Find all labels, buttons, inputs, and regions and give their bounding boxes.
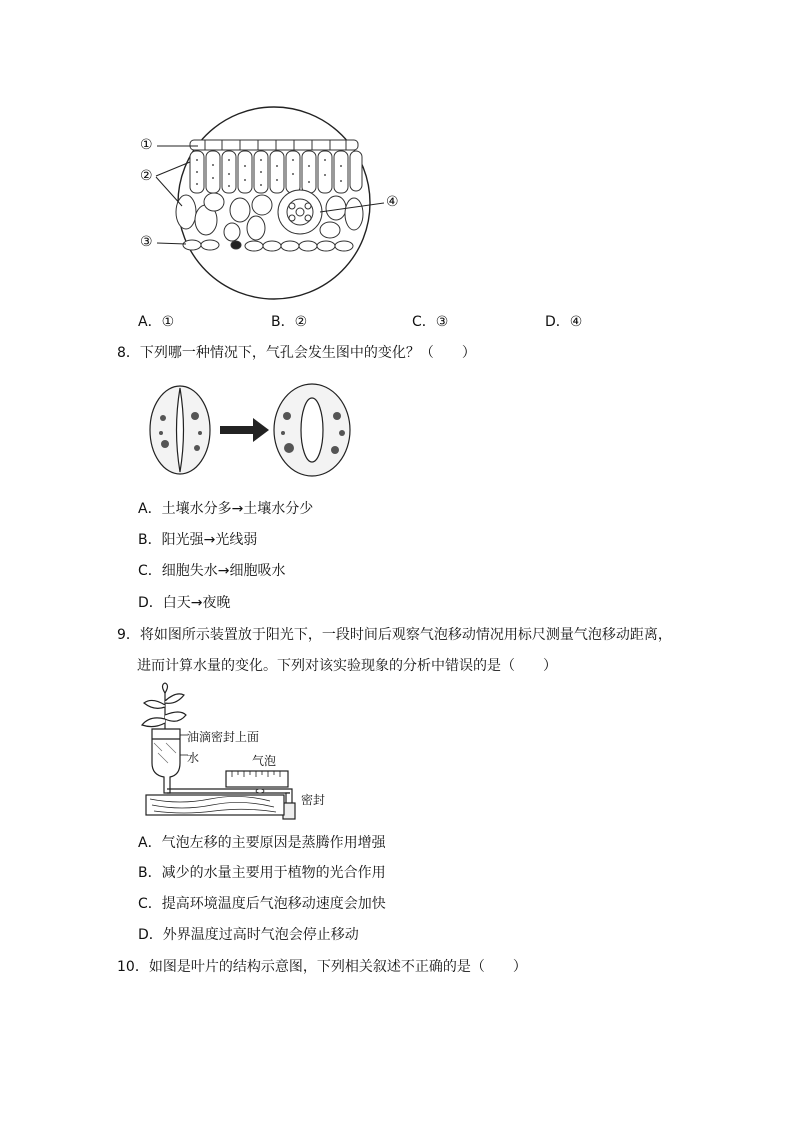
- q8-stem: 8．下列哪一种情况下，气孔会发生图中的变化？（ ）: [117, 345, 476, 361]
- bubble-label: 气泡: [252, 754, 277, 768]
- oil-seal-label: 油滴密封上面: [187, 730, 260, 744]
- q9-option-d: D．外界温度过高时气泡会停止移动: [138, 927, 359, 943]
- q10-stem: 10．如图是叶片的结构示意图，下列相关叙述不正确的是（ ）: [117, 959, 527, 975]
- label-3: ③: [140, 234, 153, 250]
- q9-stem-line2: 进而计算水量的变化。下列对该实验现象的分析中错误的是（ ）: [137, 658, 557, 674]
- q9-option-b: B．减少的水量主要用于植物的光合作用: [138, 865, 386, 881]
- q8-option-c: C．细胞失水→细胞吸水: [138, 563, 286, 579]
- label-1: ①: [140, 137, 153, 153]
- stomata-change-figure: [145, 378, 365, 488]
- q8-option-d: D．白天→夜晚: [138, 595, 231, 611]
- q7-option-b: B．②: [271, 314, 308, 330]
- seal-label: 密封: [301, 793, 326, 807]
- q7-option-a: A．①: [138, 314, 175, 330]
- q7-option-c: C．③: [412, 314, 449, 330]
- water-label: 水: [187, 751, 200, 765]
- q8-option-b: B．阳光强→光线弱: [138, 532, 258, 548]
- q9-option-a: A．气泡左移的主要原因是蒸腾作用增强: [138, 835, 386, 851]
- label-4: ④: [386, 194, 399, 210]
- leaf-section-drawing: [0, 0, 794, 320]
- label-2: ②: [140, 168, 153, 184]
- q9-stem-line1: 9．将如图所示装置放于阳光下，一段时间后观察气泡移动情况用标尺测量气泡移动距离，: [117, 627, 672, 643]
- q8-option-a: A．土壤水分多→土壤水分少: [138, 501, 314, 517]
- q9-option-c: C．提高环境温度后气泡移动速度会加快: [138, 896, 386, 912]
- q7-option-d: D．④: [545, 314, 583, 330]
